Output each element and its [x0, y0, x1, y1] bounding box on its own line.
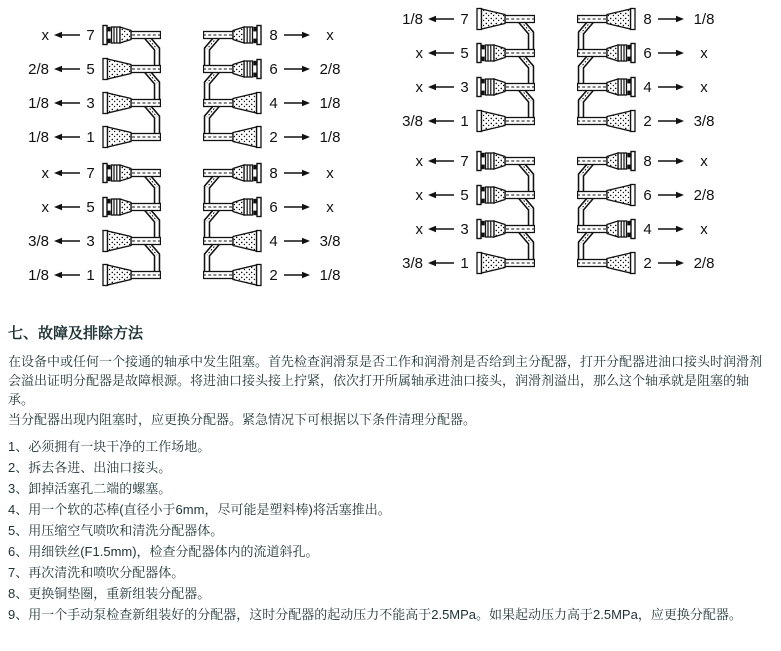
flow-value-label: x: [326, 198, 334, 216]
arrow-right-icon: [657, 14, 685, 24]
port-number-label: 7: [86, 164, 95, 182]
arrow-left-icon: [427, 116, 455, 126]
open-funnel-fitting-icon: [477, 253, 535, 274]
left-fitting-column: [475, 144, 535, 284]
arrow-right-icon: [283, 270, 311, 280]
right-fitting-column: [203, 156, 263, 296]
left-label-column: [22, 156, 96, 292]
flow-value-label: x: [700, 220, 708, 238]
port-label-row: [642, 104, 719, 138]
port-number-label: 4: [643, 78, 652, 96]
port-number-label: 8: [643, 10, 652, 28]
left-label-column: [396, 2, 470, 138]
troubleshooting-section: [0, 312, 781, 625]
open-funnel-fitting-icon: [578, 111, 636, 132]
step-item: 3、卸掉活塞孔二端的螺塞。: [8, 481, 172, 496]
flow-value-label: 2/8: [28, 60, 49, 78]
port-number-label: 4: [643, 220, 652, 238]
flow-value-label: x: [700, 152, 708, 170]
arrow-right-icon: [283, 168, 311, 178]
port-label-row: [22, 258, 96, 292]
port-label-row: [268, 156, 345, 190]
arrow-left-icon: [53, 236, 81, 246]
port-label-row: [268, 224, 345, 258]
arrow-right-icon: [657, 116, 685, 126]
flow-value-label: 1/8: [693, 10, 715, 28]
flow-value-label: 2/8: [693, 254, 715, 272]
arrow-left-icon: [427, 258, 455, 268]
right-label-column: [642, 2, 719, 138]
flow-value-label: 1/8: [319, 94, 341, 112]
arrow-left-icon: [53, 64, 81, 74]
arrow-left-icon: [427, 156, 455, 166]
open-funnel-fitting-icon: [103, 127, 161, 148]
port-number-label: 3: [86, 232, 95, 250]
step-item: 2、拆去各进、出油口接头。: [8, 460, 172, 475]
flow-value-label: 1/8: [319, 128, 341, 146]
port-number-label: 2: [269, 266, 278, 284]
arrow-left-icon: [53, 98, 81, 108]
arrow-right-icon: [657, 82, 685, 92]
flow-value-label: 3/8: [28, 232, 49, 250]
port-number-label: 6: [643, 44, 652, 62]
step-item: 8、更换铜垫圈，重新组装分配器。: [8, 586, 211, 601]
port-number-label: 1: [460, 254, 469, 272]
flow-value-label: x: [41, 26, 49, 44]
distributor-group-2: [22, 156, 345, 296]
port-label-row: [22, 156, 96, 190]
port-label-row: [396, 144, 470, 178]
open-funnel-fitting-icon: [477, 111, 535, 132]
right-fitting-column: [203, 18, 263, 158]
port-number-label: 6: [269, 198, 278, 216]
port-number-label: 2: [643, 112, 652, 130]
step-item: 9、用一个手动泵检查新组装好的分配器，这时分配器的起动压力不能高于2.5MPa。如果起动压力高于2.5MPa，应更换分配器。: [8, 607, 742, 622]
flow-value-label: 1/8: [319, 266, 341, 284]
arrow-right-icon: [283, 98, 311, 108]
right-fitting-column: [577, 144, 637, 284]
left-fitting-column: [101, 18, 161, 158]
port-number-label: 3: [86, 94, 95, 112]
arrow-right-icon: [657, 258, 685, 268]
flow-value-label: x: [326, 26, 334, 44]
port-label-row: [22, 224, 96, 258]
arrow-right-icon: [283, 30, 311, 40]
port-number-label: 2: [269, 128, 278, 146]
arrow-left-icon: [53, 168, 81, 178]
arrow-left-icon: [427, 48, 455, 58]
port-label-row: [268, 86, 345, 120]
step-item: 5、用压缩空气喷吹和清洗分配器体。: [8, 523, 224, 538]
port-label-row: [642, 144, 719, 178]
port-label-row: [22, 190, 96, 224]
right-fitting-column: [577, 2, 637, 142]
port-label-row: [396, 178, 470, 212]
distributor-diagrams: [0, 0, 781, 312]
arrow-right-icon: [657, 156, 685, 166]
port-label-row: [396, 36, 470, 70]
port-label-row: [22, 52, 96, 86]
port-number-label: 8: [269, 26, 278, 44]
arrow-left-icon: [53, 30, 81, 40]
arrow-right-icon: [657, 224, 685, 234]
arrow-right-icon: [657, 48, 685, 58]
step-item: 7、再次清洗和喷吹分配器体。: [8, 565, 185, 580]
port-number-label: 7: [460, 152, 469, 170]
flow-value-label: x: [41, 198, 49, 216]
arrow-left-icon: [53, 132, 81, 142]
port-label-row: [268, 190, 345, 224]
step-item: 6、用细铁丝(F1.5mm)，检查分配器体内的流道斜孔。: [8, 544, 319, 559]
port-label-row: [642, 178, 719, 212]
port-number-label: 5: [460, 186, 469, 204]
flow-value-label: x: [700, 44, 708, 62]
arrow-left-icon: [427, 190, 455, 200]
arrow-left-icon: [427, 224, 455, 234]
port-label-row: [22, 86, 96, 120]
port-label-row: [642, 2, 719, 36]
arrow-right-icon: [283, 202, 311, 212]
port-label-row: [268, 120, 345, 154]
port-number-label: 5: [460, 44, 469, 62]
port-number-label: 5: [86, 198, 95, 216]
flow-value-label: x: [415, 78, 423, 96]
port-number-label: 3: [460, 78, 469, 96]
left-fitting-column: [101, 156, 161, 296]
port-label-row: [396, 246, 470, 280]
open-funnel-fitting-icon: [204, 127, 262, 148]
port-number-label: 1: [86, 128, 95, 146]
port-number-label: 7: [86, 26, 95, 44]
arrow-left-icon: [427, 82, 455, 92]
port-label-row: [396, 104, 470, 138]
replace-paragraph: 当分配器出现内阻塞时，应更换分配器。紧急情况下可根据以下条件清理分配器。: [8, 412, 477, 427]
port-label-row: [642, 70, 719, 104]
flow-value-label: 1/8: [402, 10, 423, 28]
section-heading: 七、故障及排除方法: [8, 325, 144, 342]
flow-value-label: x: [700, 78, 708, 96]
port-label-row: [642, 246, 719, 280]
distributor-group-4: [396, 144, 719, 284]
port-number-label: 4: [269, 94, 278, 112]
port-number-label: 6: [269, 60, 278, 78]
left-label-column: [396, 144, 470, 280]
arrow-left-icon: [53, 202, 81, 212]
port-label-row: [22, 18, 96, 52]
arrow-left-icon: [427, 14, 455, 24]
port-number-label: 8: [643, 152, 652, 170]
arrow-right-icon: [283, 236, 311, 246]
right-label-column: [268, 18, 345, 154]
intro-paragraph: 在设备中或任何一个接通的轴承中发生阻塞。首先检查润滑泵是否工作和润滑剂是否给到主分配器，打开分配器进油口接头时润滑剂会溢出证明分配器是故障根源。将进油口接头接上拧紧，依次打开所属轴承进油口接头，润滑剂溢出，那么这个轴承就是阻塞的轴承。: [8, 354, 763, 407]
port-number-label: 3: [460, 220, 469, 238]
port-number-label: 1: [460, 112, 469, 130]
flow-value-label: 2/8: [693, 186, 715, 204]
port-label-row: [642, 36, 719, 70]
flow-value-label: 3/8: [402, 112, 423, 130]
flow-value-label: x: [415, 186, 423, 204]
flow-value-label: 1/8: [28, 266, 49, 284]
port-number-label: 4: [269, 232, 278, 250]
port-label-row: [396, 212, 470, 246]
open-funnel-fitting-icon: [204, 265, 262, 286]
distributor-group-1: [22, 18, 345, 158]
right-label-column: [642, 144, 719, 280]
flow-value-label: 1/8: [28, 94, 49, 112]
open-funnel-fitting-icon: [103, 265, 161, 286]
flow-value-label: x: [326, 164, 334, 182]
flow-value-label: x: [41, 164, 49, 182]
arrow-left-icon: [53, 270, 81, 280]
port-label-row: [268, 258, 345, 292]
flow-value-label: x: [415, 220, 423, 238]
port-label-row: [396, 70, 470, 104]
flow-value-label: 3/8: [319, 232, 341, 250]
open-funnel-fitting-icon: [578, 253, 636, 274]
port-label-row: [396, 2, 470, 36]
port-number-label: 8: [269, 164, 278, 182]
port-number-label: 5: [86, 60, 95, 78]
flow-value-label: x: [415, 44, 423, 62]
steps-list: [8, 436, 771, 625]
step-item: 1、必须拥有一块干净的工作场地。: [8, 439, 211, 454]
port-label-row: [22, 120, 96, 154]
flow-value-label: 3/8: [402, 254, 423, 272]
port-number-label: 2: [643, 254, 652, 272]
arrow-right-icon: [283, 64, 311, 74]
arrow-right-icon: [283, 132, 311, 142]
flow-value-label: 2/8: [319, 60, 341, 78]
port-number-label: 1: [86, 266, 95, 284]
port-label-row: [268, 18, 345, 52]
left-label-column: [22, 18, 96, 154]
right-label-column: [268, 156, 345, 292]
port-number-label: 6: [643, 186, 652, 204]
flow-value-label: x: [415, 152, 423, 170]
port-label-row: [642, 212, 719, 246]
port-label-row: [268, 52, 345, 86]
flow-value-label: 1/8: [28, 128, 49, 146]
port-number-label: 7: [460, 10, 469, 28]
step-item: 4、用一个软的芯棒(直径小于6mm，尽可能是塑料棒)将活塞推出。: [8, 502, 391, 517]
arrow-right-icon: [657, 190, 685, 200]
distributor-group-3: [396, 2, 719, 142]
flow-value-label: 3/8: [693, 112, 715, 130]
left-fitting-column: [475, 2, 535, 142]
